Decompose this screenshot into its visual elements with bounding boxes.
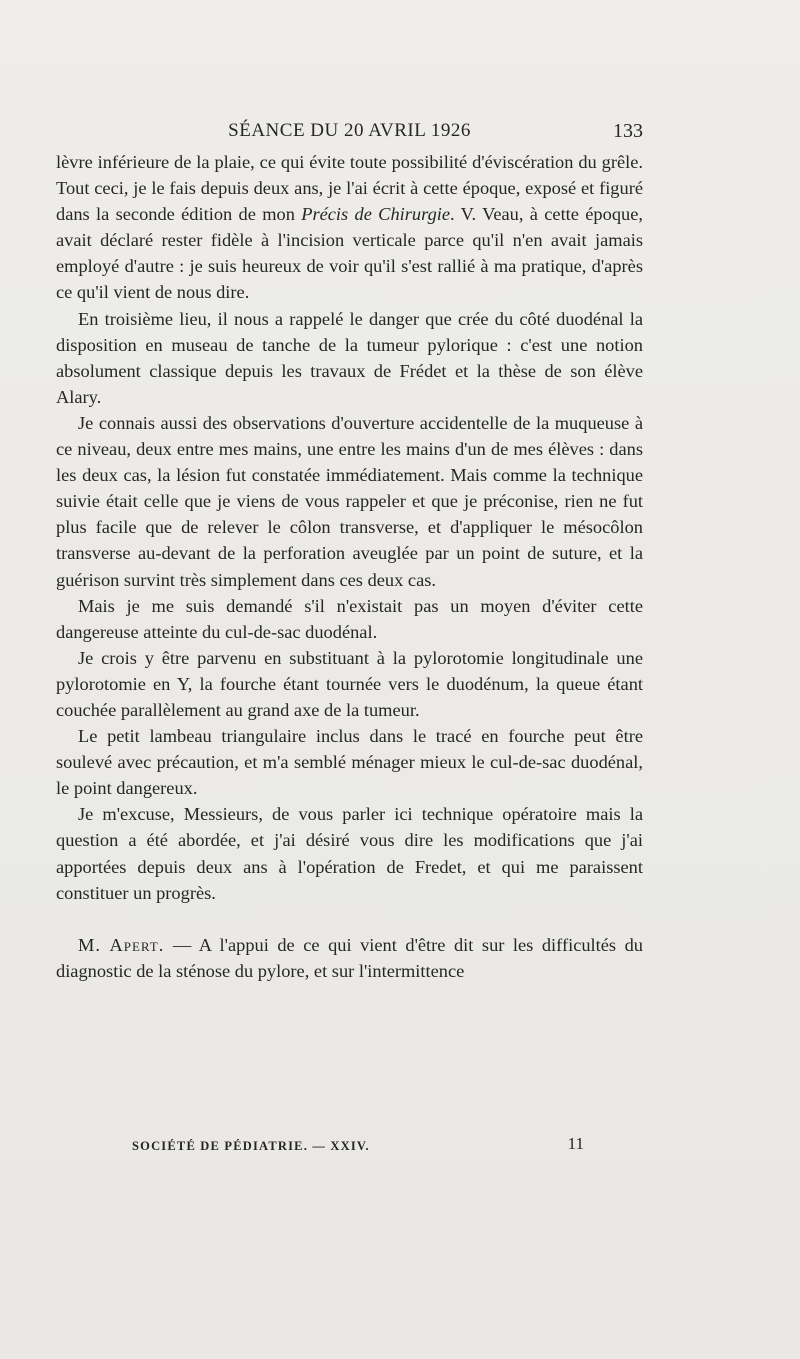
paragraph-1 [56, 149, 643, 306]
running-head [56, 116, 643, 146]
paragraph-6: Le petit lambeau triangulaire inclus dans le tracé en fourche peut être soulevé avec précaution, et m'a semblé ménager mieux le cul-de-sac duodénal, le point dangereux. [56, 726, 643, 799]
paragraph-2: En troisième lieu, il nous a rappelé le danger que crée du côté duodénal la disposition en museau de tanche de la tumeur pylorique : c'est une notion absolument classique depuis les travaux de Frédet et la thèse de son élève Alary. [56, 308, 643, 407]
paragraph-5: Je crois y être parvenu en substituant à la pylorotomie longitudinale une pylorotomie en Y, la fourche étant tournée vers le duodénum, la queue étant couchée parallèlement au grand axe de la tumeur. [56, 647, 643, 720]
book-title: Précis de Chirurgie [301, 204, 451, 225]
page-number: 133 [613, 120, 643, 142]
speaker-name: M. Apert. [78, 934, 165, 955]
paragraph-8 [56, 932, 643, 984]
page-footer [132, 1134, 584, 1156]
footer-signature: SOCIÉTÉ DE PÉDIATRIE. — XXIV. [132, 1139, 370, 1153]
paragraph-8-text: — A l'appui de ce qui vient d'être dit sur les difficultés du diagnostic de la sténose du pylore, et sur l'intermittence [56, 934, 643, 981]
paragraph-4: Mais je me suis demandé s'il n'existait pas un moyen d'éviter cette dangereuse atteinte du cul-de-sac duodénal. [56, 595, 643, 642]
paragraph-1-start: lèvre inférieure de la plaie, ce qui évite toute possibilité d'éviscération du grêle. Tout ceci, je le fais depuis deux ans, je l'ai écrit à cette époque, exposé et figuré dans la seconde édition de mon [56, 152, 643, 225]
paragraph-1-end: . V. Veau, à cette époque, avait déclaré rester fidèle à l'incision verticale parce qu'il n'en avait jamais employé d'autre : je suis heureux de voir qu'il s'est rallié à ma pratique, d'après ce qu'il vient de nous dire. [56, 204, 643, 303]
paragraph-3: Je connais aussi des observations d'ouverture accidentelle de la muqueuse à ce niveau, deux entre mes mains, une entre les mains d'un de mes élèves : dans les deux cas, la lésion fut constatée immédiatement. Mais comme la technique suivie était celle que je viens de vous rappeler et que je préconise, rien ne fut plus facile que de relever le côlon transverse, et d'appliquer le mésocôlon transverse au-devant de la perforation aveuglée par un point de suture, et la guérison survint très simplement dans ces deux cas. [56, 412, 643, 590]
footer-sheet-number: 11 [567, 1134, 584, 1153]
paragraph-7: Je m'excuse, Messieurs, de vous parler ici technique opératoire mais la question a été abordée, et j'ai désiré vous dire les modifications que j'ai apportées depuis deux ans à l'opération de Fredet, et qui me paraissent constituer un progrès. [56, 804, 643, 903]
body-text [56, 149, 643, 984]
running-title: SÉANCE DU 20 AVRIL 1926 [228, 120, 471, 141]
